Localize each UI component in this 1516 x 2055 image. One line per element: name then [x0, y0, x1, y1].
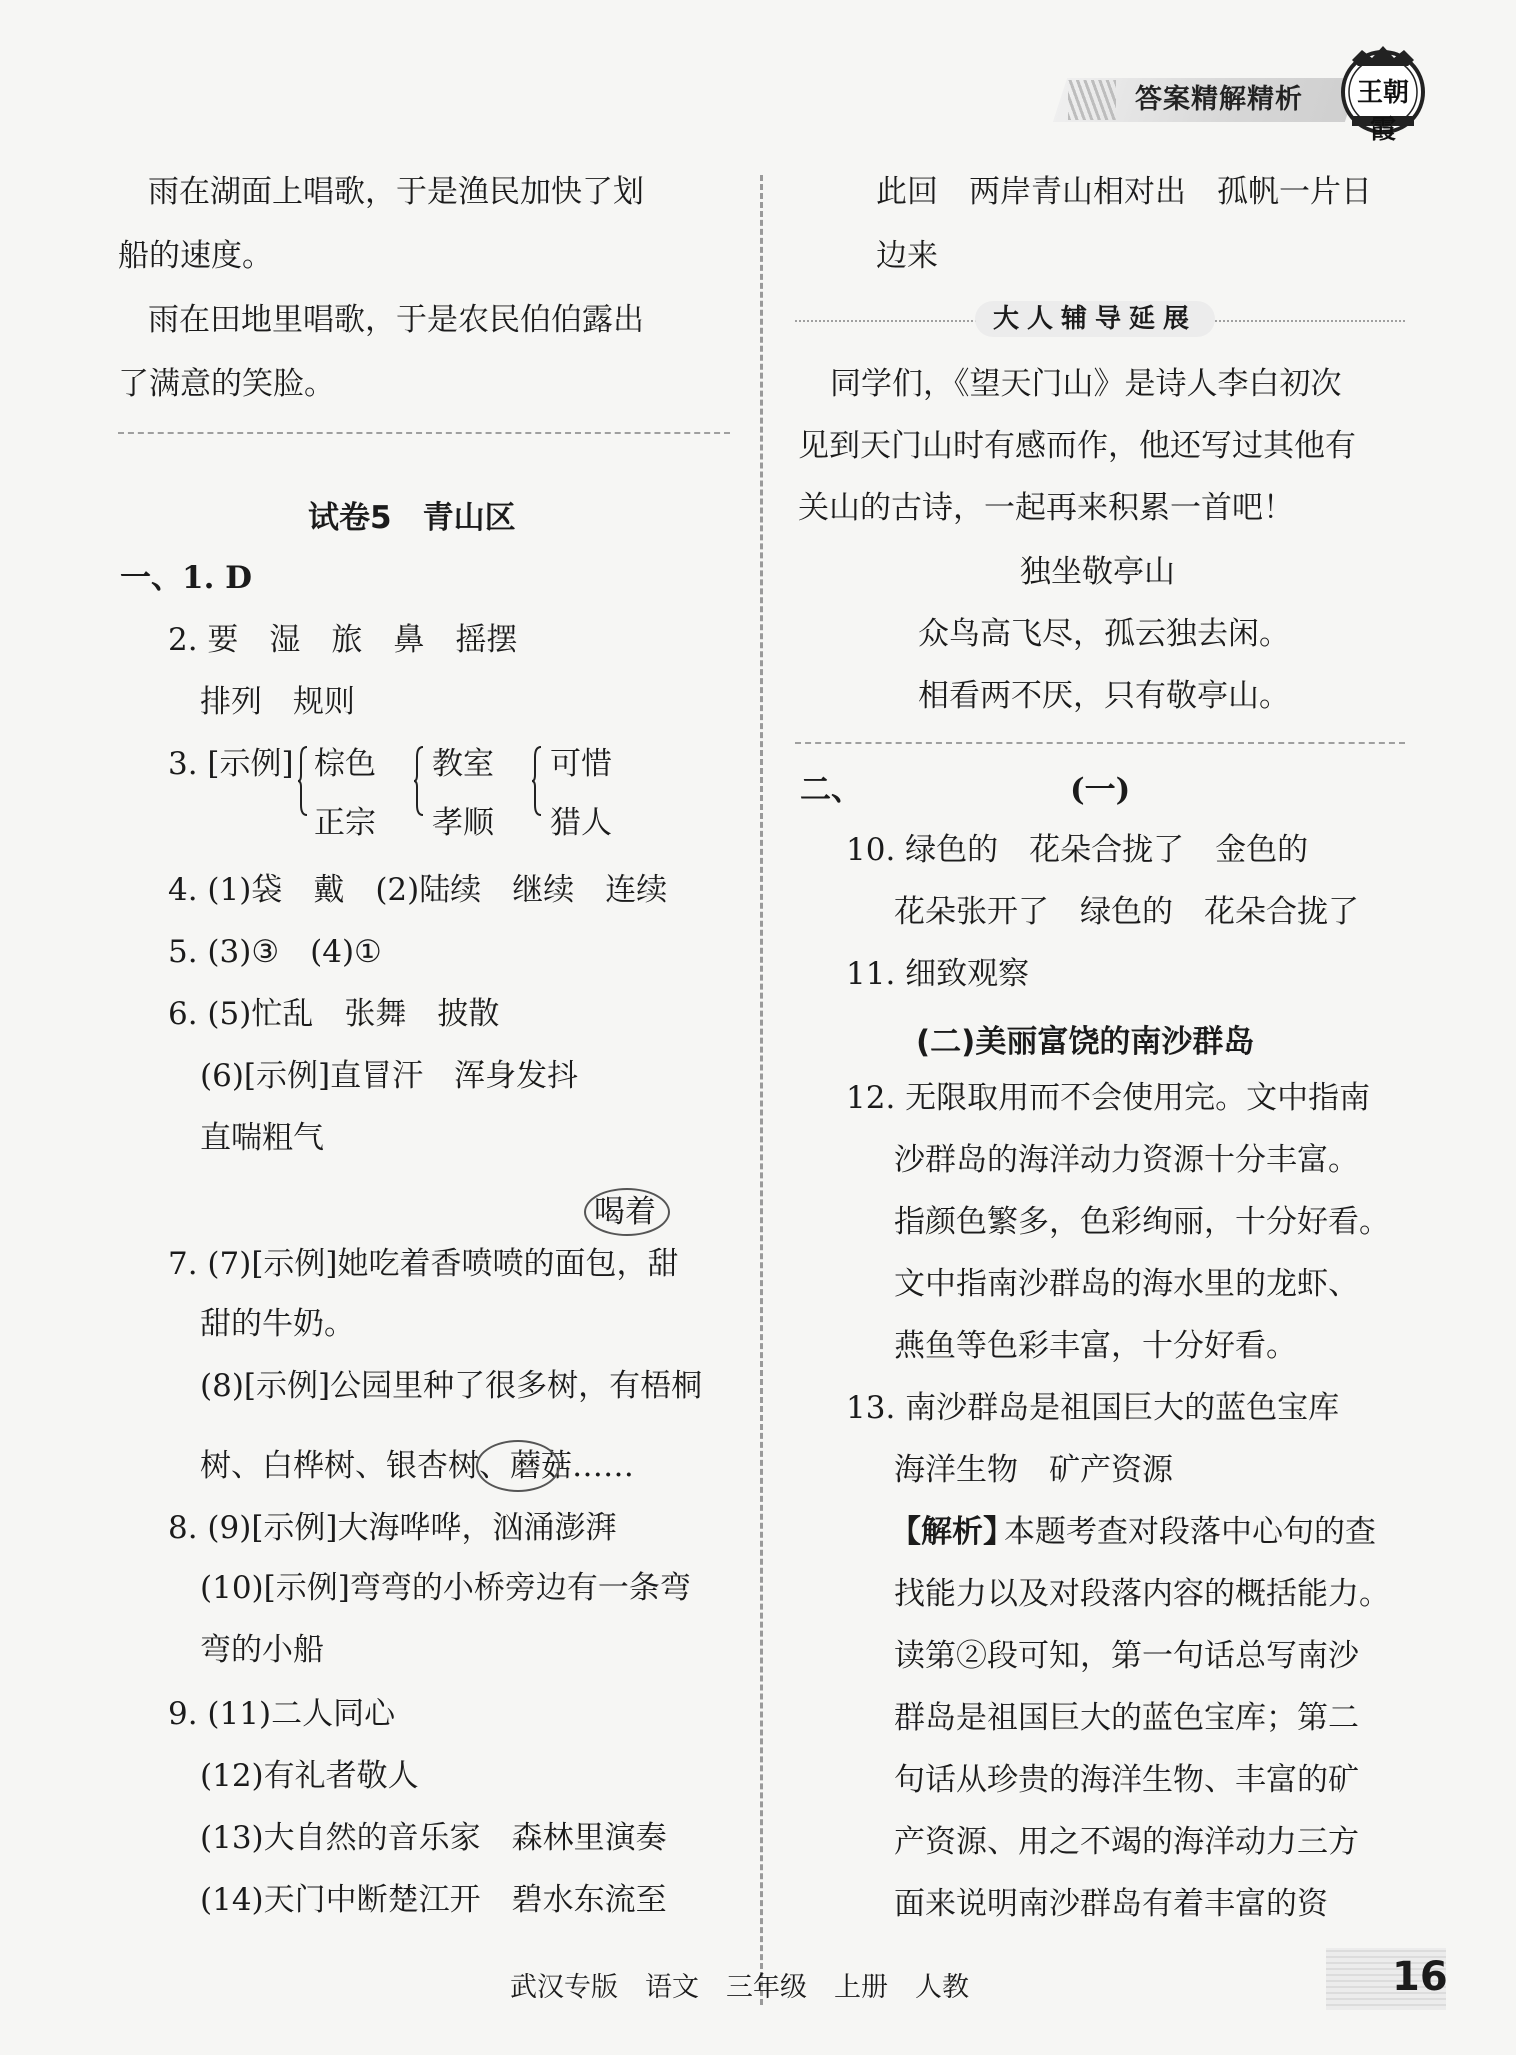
q12-line-1: 12. 无限取用而不会使用完。文中指南	[846, 1080, 1371, 1116]
analysis-line-2: 找能力以及对段落内容的概括能力。	[894, 1576, 1390, 1612]
left-intro-line-2: 船的速度。	[118, 238, 273, 274]
extension-body-2: 见到天门山时有感而作，他还写过其他有	[798, 428, 1356, 464]
analysis-line-1: 本题考查对段落中心句的查	[1004, 1514, 1376, 1550]
q5-answer: 5. (3)③ (4)①	[168, 934, 382, 970]
right-separator	[795, 742, 1405, 744]
q3-word-3b: 猎人	[550, 805, 612, 841]
q12-line-3: 指颜色繁多，色彩绚丽，十分好看。	[894, 1204, 1390, 1240]
brace-3-icon	[532, 745, 542, 817]
q9-answer-line-2: (12)有礼者敬人	[200, 1758, 419, 1794]
brace-2-icon	[414, 745, 424, 817]
poem-line-1: 众鸟高飞尽，孤云独去闲。	[918, 616, 1290, 652]
extension-title: 大人辅导延展	[992, 304, 1197, 334]
q6-answer-line-3: 直喘粗气	[200, 1120, 324, 1156]
poem-title: 独坐敬亭山	[1020, 554, 1175, 590]
left-intro-line-1: 雨在湖面上唱歌，于是渔民加快了划	[148, 174, 644, 210]
q12-line-5: 燕鱼等色彩丰富，十分好看。	[894, 1328, 1297, 1364]
q1-answer: 一、1. D	[120, 560, 253, 596]
q11-answer: 11. 细致观察	[846, 956, 1030, 992]
q3-word-2b: 孝顺	[432, 805, 494, 841]
q4-answer: 4. (1)袋 戴 (2)陆续 继续 连续	[168, 872, 668, 908]
extension-body-1: 同学们，《望天门山》是诗人李白初次	[830, 366, 1342, 402]
q2-answer-line-2: 排列 规则	[200, 684, 355, 720]
column-divider	[760, 175, 763, 2005]
q7-answer-line-1: 7. (7)[示例]她吃着香喷喷的面包，甜	[168, 1246, 679, 1282]
q7-answer-line-4: 树、白桦树、银杏树、蘑菇……	[200, 1448, 634, 1484]
analysis-line-4: 群岛是祖国巨大的蓝色宝库；第二	[894, 1700, 1359, 1736]
poem-line-2: 相看两不厌，只有敬亭山。	[918, 678, 1290, 714]
left-intro-line-3: 雨在田地里唱歌，于是农民伯伯露出	[148, 302, 644, 338]
analysis-line-5: 句话从珍贵的海洋生物、丰富的矿	[894, 1762, 1359, 1798]
part-two-label: 二、	[800, 772, 862, 808]
q6-answer-line-1: 6. (5)忙乱 张舞 披散	[168, 996, 500, 1032]
q3-label: 3. [示例]	[168, 746, 294, 782]
q3-word-2a: 教室	[432, 746, 494, 782]
q9-answer-line-1: 9. (11)二人同心	[168, 1696, 396, 1732]
q7-answer-line-3: (8)[示例]公园里种了很多树，有梧桐	[200, 1368, 703, 1404]
q8-answer-line-2: (10)[示例]弯弯的小桥旁边有一条弯	[200, 1570, 691, 1606]
section-title: 试卷5 青山区	[308, 500, 516, 536]
q3-word-1a: 棕色	[314, 746, 376, 782]
right-cont-line-1: 此回 两岸青山相对出 孤帆一片日	[876, 174, 1372, 210]
handwritten-circle-2	[476, 1440, 560, 1492]
q8-answer-line-1: 8. (9)[示例]大海哗哗，汹涌澎湃	[168, 1510, 617, 1546]
left-intro-line-4: 了满意的笑脸。	[118, 366, 335, 402]
part-two-sub: (一)	[1070, 772, 1131, 808]
analysis-line-3: 读第②段可知，第一句话总写南沙	[894, 1638, 1359, 1674]
extension-body-3: 关山的古诗，一起再来积累一首吧！	[798, 490, 1294, 526]
q3-word-3a: 可惜	[550, 746, 612, 782]
left-separator	[118, 432, 730, 434]
right-cont-line-2: 边来	[876, 238, 938, 274]
q13-line-1: 13. 南沙群岛是祖国巨大的蓝色宝库	[846, 1390, 1340, 1426]
q3-word-1b: 正宗	[314, 805, 376, 841]
q7-answer-line-2: 甜的牛奶。	[200, 1306, 355, 1342]
q8-answer-line-3: 弯的小船	[200, 1632, 324, 1668]
q6-answer-line-2: (6)[示例]直冒汗 浑身发抖	[200, 1058, 579, 1094]
q7-handwritten-correction: 喝着	[594, 1194, 656, 1230]
analysis-line-7: 面来说明南沙群岛有着丰富的资	[894, 1886, 1328, 1922]
header-stripes	[1068, 80, 1116, 120]
handwritten-circle-1	[584, 1188, 670, 1236]
q9-answer-line-3: (13)大自然的音乐家 森林里演奏	[200, 1820, 667, 1856]
analysis-line-6: 产资源、用之不竭的海洋动力三方	[894, 1824, 1359, 1860]
analysis-tag: 【解析】	[890, 1514, 1014, 1550]
q12-line-4: 文中指南沙群岛的海水里的龙虾、	[894, 1266, 1359, 1302]
header-title: 答案精解精析	[1135, 84, 1303, 115]
brace-1-icon	[298, 745, 308, 817]
subsection-title: (二)美丽富饶的南沙群岛	[916, 1024, 1255, 1060]
page-number: 16	[1392, 1954, 1448, 2000]
q2-answer-line-1: 2. 要 湿 旅 鼻 摇摆	[168, 622, 518, 658]
q12-line-2: 沙群岛的海洋动力资源十分丰富。	[894, 1142, 1359, 1178]
logo-text: 王朝霞	[1356, 78, 1409, 145]
q10-answer-line-1: 10. 绿色的 花朵合拢了 金色的	[846, 832, 1309, 868]
q10-answer-line-2: 花朵张开了 绿色的 花朵合拢了	[894, 894, 1359, 930]
q13-line-2: 海洋生物 矿产资源	[894, 1452, 1173, 1488]
q9-answer-line-4: (14)天门中断楚江开 碧水东流至	[200, 1882, 667, 1918]
footer-text: 武汉专版 语文 三年级 上册 人教	[510, 1972, 969, 2003]
